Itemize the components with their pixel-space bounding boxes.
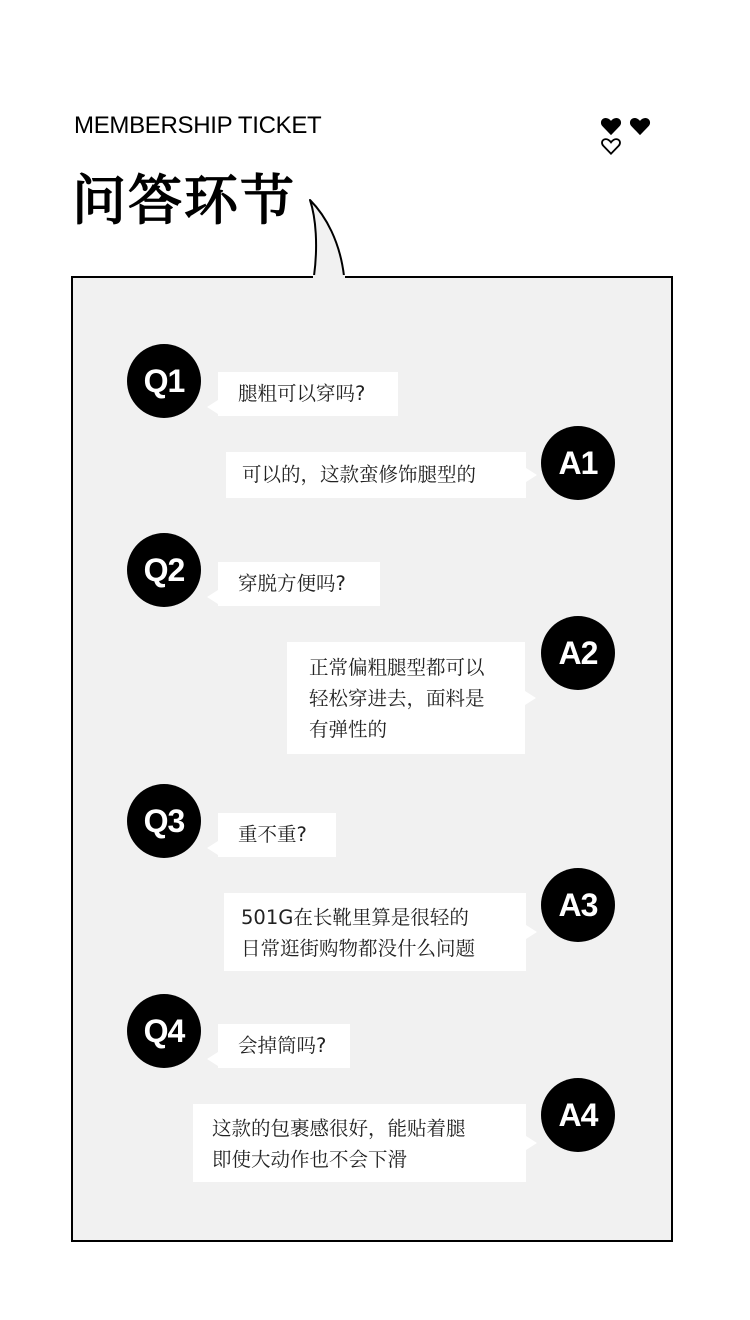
heart-outline-icon: [600, 136, 622, 156]
question-text: 穿脱方便吗?: [238, 572, 346, 595]
question-bubble-q3: [218, 813, 336, 857]
hearts-rating: [600, 116, 676, 136]
question-bubble-q4: [218, 1024, 350, 1068]
heart-filled-icon: [629, 116, 651, 136]
question-badge-q1: Q1: [127, 344, 201, 418]
answer-line: 有弹性的: [309, 718, 388, 741]
question-text: 腿粗可以穿吗?: [238, 382, 366, 405]
question-text: 会掉筒吗?: [238, 1034, 327, 1057]
answer-bubble-a3: [224, 893, 526, 971]
answer-line: 日常逛街购物都没什么问题: [241, 937, 476, 960]
answer-bubble-a4: [193, 1104, 526, 1182]
answer-line: 即使大动作也不会下滑: [212, 1148, 408, 1171]
question-badge-q2: Q2: [127, 533, 201, 607]
heart-filled-icon: [600, 116, 622, 136]
answer-bubble-a2: [287, 642, 525, 754]
answer-line: 可以的，这款蛮修饰腿型的: [242, 463, 477, 486]
answer-line: 轻松穿进去，面料是: [309, 687, 485, 710]
question-badge-q3: Q3: [127, 784, 201, 858]
question-bubble-q2: [218, 562, 380, 606]
answer-badge-a4: A4: [541, 1078, 615, 1152]
answer-line: 501G在长靴里算是很轻的: [241, 906, 469, 929]
page-title: 问答环节: [72, 169, 296, 232]
answer-badge-a1: A1: [541, 426, 615, 500]
speech-tail: [300, 196, 360, 280]
question-badge-q4: Q4: [127, 994, 201, 1068]
answer-line: 正常偏粗腿型都可以: [309, 656, 485, 679]
question-bubble-q1: [218, 372, 398, 416]
question-text: 重不重?: [238, 823, 307, 846]
answer-line: 这款的包裹感很好，能贴着腿: [212, 1117, 466, 1140]
answer-badge-a3: A3: [541, 868, 615, 942]
membership-ticket-label: MEMBERSHIP TICKET: [74, 112, 322, 139]
answer-bubble-a1: [226, 452, 526, 498]
answer-badge-a2: A2: [541, 616, 615, 690]
